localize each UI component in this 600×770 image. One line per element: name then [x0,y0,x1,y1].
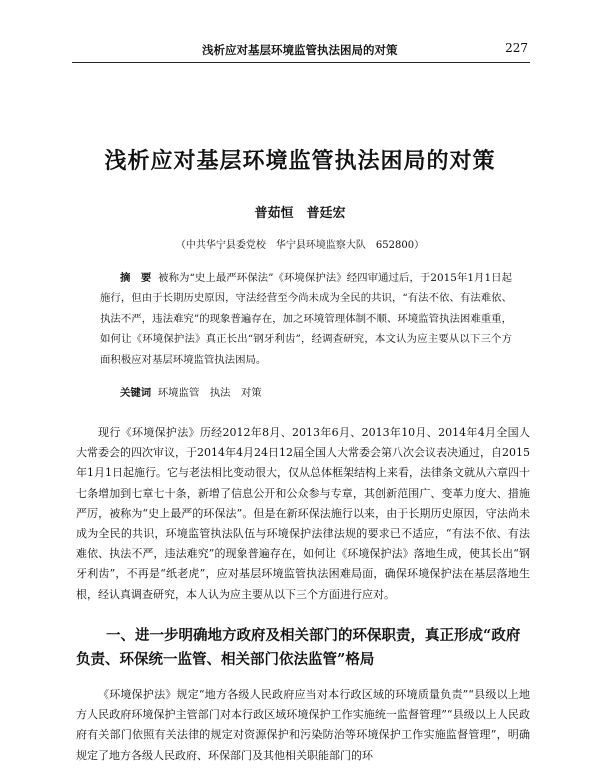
page-number: 227 [505,41,528,55]
abstract-label: 摘 要 [120,272,152,284]
affiliation: （中共华宁县委党校 华宁县环境监察大队 652800） [175,240,425,251]
section-heading: 一、进一步明确地方政府及相关部门的环保职责，真正形成“政府负责、环保统一监管、相关部门依法监管”格局 [76,627,521,668]
keywords-label: 关键词 [120,387,152,399]
abstract-text: 被称为“史上最严环保法”《环境保护法》经四审通过后，于2015年1月1日起施行，但由于长期历史原因，守法经营至今尚未成为全民的共识，“有法不依、有法难依、执法不严，违法难究”的现象普遍存在，加之环境管理体制不顺、环境监管执法困难重重，如何让《环境保护法》真正长出“钢牙利齿”，经调查研究，本文认为应主要从以下三个方面积极应对基层环境监管执法困局。 [100,272,513,366]
running-title: 浅析应对基层环境监管执法困局的对策 [202,43,398,57]
keywords [120,384,262,399]
running-header [72,38,530,63]
authors: 普茹恒 普廷宏 [254,206,346,221]
paper-title: 浅析应对基层环境监管执法困局的对策 [104,148,496,174]
abstract [100,268,512,370]
body-paragraph-2: 《环境保护法》规定“地方各级人民政府应当对本行政区域的环境质量负责”“县级以上地方人民政府环境保护主管部门对本行政区域环境保护工作实施统一监督管理”“县级以上人民政府有关部门依照有关法律的规定对资源保护和污染防治等环境保护工作实施监督管理”，明确规定了地方各级人民政府、环保部门及其他相关职能部门的环 [76,688,530,762]
keywords-text: 环境监管 执法 对策 [157,387,262,399]
body-paragraph-1: 现行《环境保护法》历经2012年8月、2013年6月、2013年10月、2014年4月全国人大常委会的四次审议，于2014年4月24日12届全国人大常委会第八次会议表决通过，自2015年1月1日起施行。它与老法相比变动很大，仅从总体框架结构上来看，法律条文就从六章四十七条增加到七章七十条，新增了信息公开和公众参与专章，其创新范围广、变革力度大、措施严厉，被称为“史上最严的环保法”。但是在新环保法施行以来，由于长期历史原因，守法尚未成为全民的共识，环境监管执法队伍与环境保护法律法规的要求已不适应，“有法不依、有法难依、执法不严，违法难究”的现象普遍存在，如何让《环境保护法》落地生成，使其长出“钢牙利齿”，不再是“纸老虎”，应对基层环境监管执法困难局面，确保环境保护法在基层落地生根，经认真调查研究，本人认为应主要从以下三个方面进行应对。 [76,426,530,601]
